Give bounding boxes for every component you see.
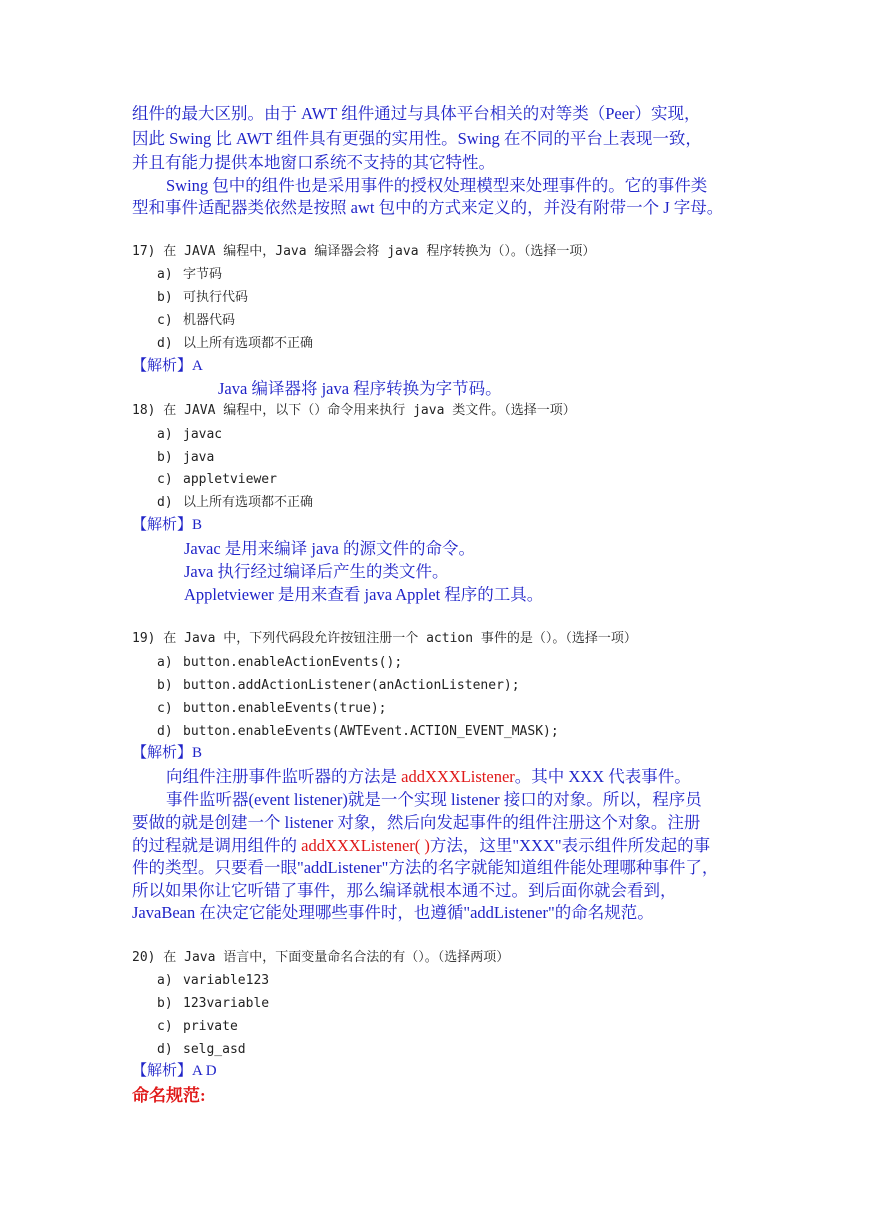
question-18-text: 18) 在 JAVA 编程中，以下（）命令用来执行 java 类文件。（选择一项） bbox=[132, 403, 576, 418]
question-19-explanation-3: 要做的就是创建一个 listener 对象，然后向发起事件的组件注册这个对象。注册 bbox=[132, 813, 701, 832]
question-17-option-b: b) 可执行代码 bbox=[157, 290, 249, 305]
question-18-explanation-2: Java 执行经过编译后产生的类文件。 bbox=[184, 562, 449, 581]
question-17-text: 17) 在 JAVA 编程中，Java 编译器会将 java 程序转换为（）。（选择一项） bbox=[132, 244, 596, 259]
question-18-option-c: c) appletviewer bbox=[157, 472, 277, 487]
question-19-explanation-7: JavaBean 在决定它能处理哪些事件时，也遵循"addListener"的命名规范。 bbox=[132, 903, 654, 922]
intro-line-5: 型和事件适配器类依然是按照 awt 包中的方式来定义的，并没有附带一个 J 字母。 bbox=[132, 198, 724, 217]
question-17-option-a: a) 字节码 bbox=[157, 267, 223, 282]
question-19-explanation-4: 的过程就是调用组件的 addXXXListener( )方法，这里"XXX"表示组件所发起的事 bbox=[132, 836, 711, 855]
question-20-option-c: c) private bbox=[157, 1019, 238, 1034]
question-19-explanation-2: 事件监听器(event listener)就是一个实现 listener 接口的对象。所以，程序员 bbox=[166, 790, 702, 809]
question-17-explanation: Java 编译器将 java 程序转换为字节码。 bbox=[218, 379, 502, 398]
question-19-explanation-1: 向组件注册事件监听器的方法是 addXXXListener。其中 XXX 代表事件。 bbox=[166, 767, 691, 786]
question-20-option-b: b) 123variable bbox=[157, 996, 270, 1011]
intro-line-4: Swing 包中的组件也是采用事件的授权处理模型来处理事件的。它的事件类 bbox=[166, 176, 708, 195]
intro-line-1: 组件的最大区别。由于 AWT 组件通过与具体平台相关的对等类（Peer）实现， bbox=[132, 104, 701, 123]
question-18-option-b: b) java bbox=[157, 450, 215, 465]
question-18-option-a: a) javac bbox=[157, 427, 223, 442]
question-19-option-c: c) button.enableEvents(true); bbox=[157, 701, 387, 716]
question-20-option-a: a) variable123 bbox=[157, 973, 270, 988]
question-18-answer: 【解析】B bbox=[132, 517, 203, 533]
naming-convention-heading: 命名规范: bbox=[132, 1086, 206, 1105]
question-19-explanation-5: 件的类型。只要看一眼"addListener"方法的名字就能知道组件能处理哪种事件了， bbox=[132, 858, 719, 877]
method-call-highlight: addXXXListener( ) bbox=[301, 836, 430, 855]
question-19-option-d: d) button.enableEvents(AWTEvent.ACTION_EVENT_MASK); bbox=[157, 724, 559, 739]
question-17-option-d: d) 以上所有选项都不正确 bbox=[157, 336, 314, 351]
question-20-answer: 【解析】A D bbox=[132, 1063, 217, 1079]
question-20-text: 20) 在 Java 语言中，下面变量命名合法的有（）。（选择两项） bbox=[132, 950, 510, 965]
question-19-answer: 【解析】B bbox=[132, 745, 203, 761]
question-17-answer: 【解析】A bbox=[132, 358, 203, 374]
question-18-explanation-3: Appletviewer 是用来查看 java Applet 程序的工具。 bbox=[184, 585, 544, 604]
question-19-explanation-6: 所以如果你让它听错了事件，那么编译就根本通不过。到后面你就会看到， bbox=[132, 881, 677, 900]
question-18-explanation-1: Javac 是用来编译 java 的源文件的命令。 bbox=[184, 539, 475, 558]
question-17-option-c: c) 机器代码 bbox=[157, 313, 236, 328]
question-19-option-b: b) button.addActionListener(anActionListener); bbox=[157, 678, 520, 693]
intro-line-2: 因此 Swing 比 AWT 组件具有更强的实用性。Swing 在不同的平台上表现一致， bbox=[132, 129, 702, 148]
question-19-option-a: a) button.enableActionEvents(); bbox=[157, 655, 403, 670]
question-20-option-d: d) selg_asd bbox=[157, 1042, 246, 1057]
question-19-text: 19) 在 Java 中，下列代码段允许按钮注册一个 action 事件的是（）。（选择一项） bbox=[132, 631, 637, 646]
question-18-option-d: d) 以上所有选项都不正确 bbox=[157, 495, 314, 510]
intro-line-3: 并且有能力提供本地窗口系统不支持的其它特性。 bbox=[132, 153, 495, 172]
method-name-highlight: addXXXListener bbox=[401, 767, 515, 786]
